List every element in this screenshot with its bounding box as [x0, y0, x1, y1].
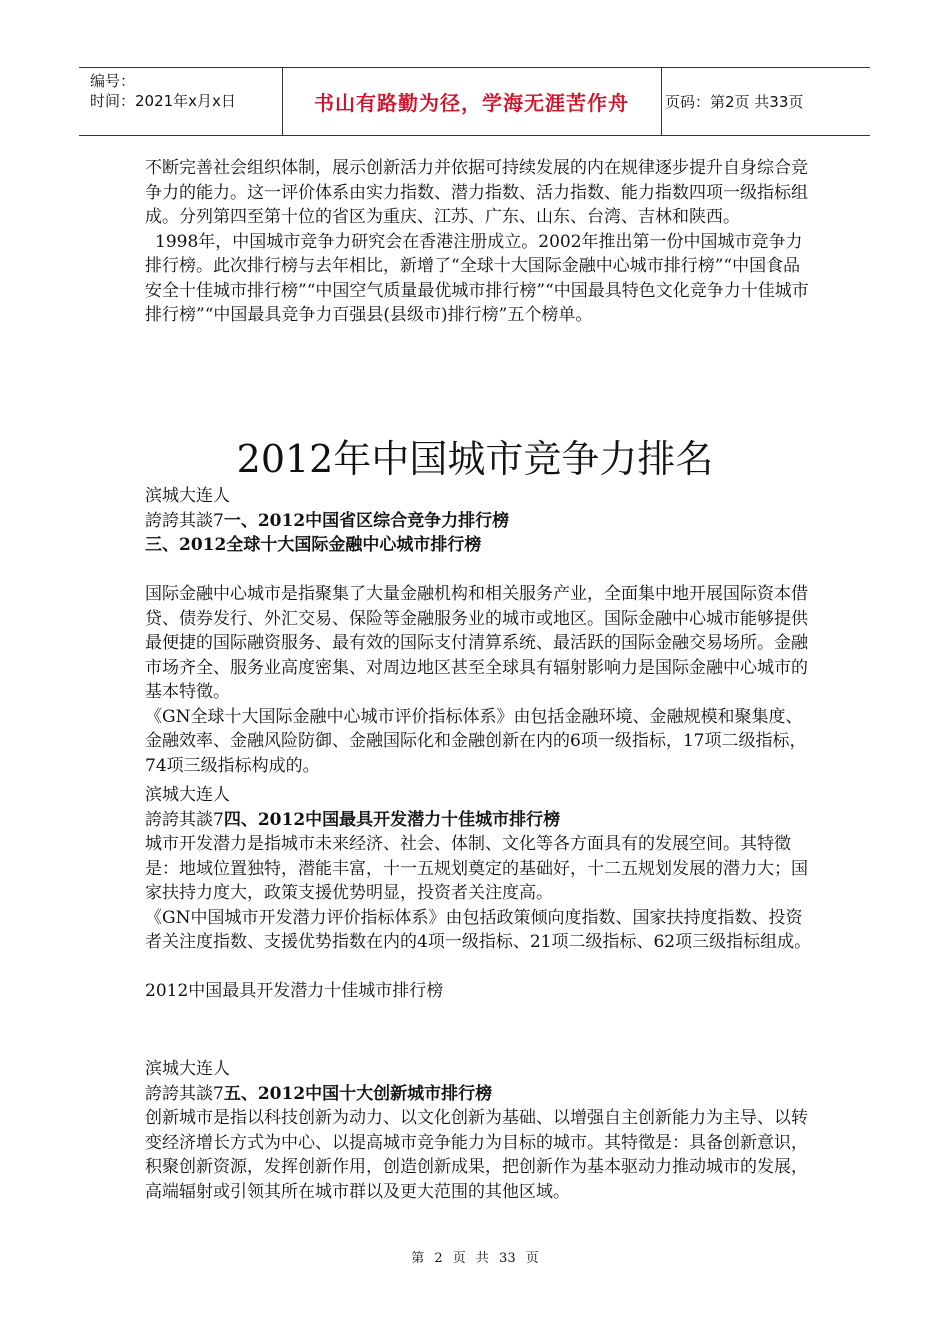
author-line: 滨城大连人 [145, 1059, 230, 1079]
potential-paragraph-2: 《GN中国城市开发潜力评价指标体系》由包括政策倾向度指数、国家扶持度指数、投资者关注度指数、支援优势指数在内的4项一级指标、21项二级指标、62项三级指标组成。 [145, 907, 812, 952]
author-line: 滨城大连人 [145, 785, 230, 805]
blank-line [145, 955, 815, 980]
intro-paragraph-2: 1998年，中国城市竞争力研究会在香港注册成立。2002年推出第一份中国城市竞争力排行榜。此次排行榜与去年相比，新增了“全球十大国际金融中心城市排行榜”“中国食品安全十佳城市排行榜”“中国空气质量最优城市排行榜”“中国最具特色文化竞争力十佳城市排行榜”“中国最具竞争力百强县(县级市)排行榜”五个榜单。 [145, 231, 809, 325]
heading-line [145, 1082, 815, 1107]
heading-financial-centers: 三、2012全球十大国际金融中心城市排行榜 [145, 535, 482, 555]
table-caption: 2012中国最具开发潜力十佳城市排行榜 [145, 981, 444, 1001]
header-meta [90, 71, 236, 111]
blank-line [145, 558, 815, 583]
author-line: 滨城大连人 [145, 486, 230, 506]
header-date-label: 时间：2021年x月x日 [90, 92, 236, 110]
header-divider-right [661, 67, 662, 136]
heading-prefix: 誇誇其談7 [145, 510, 224, 531]
page-footer: 第 2 页 共 33 页 [411, 1251, 539, 1266]
potential-paragraph-1: 城市开发潜力是指城市未来经济、社会、体制、文化等各方面具有的发展空间。其特徵是：地域位置独特，潜能丰富，十一五规划奠定的基础好，十二五规划发展的潜力大；国家扶持力度大，政策支援优势明显，投资者关注度高。 [145, 834, 808, 903]
financial-paragraph-1: 国际金融中心城市是指聚集了大量金融机构和相关服务产业，全面集中地开展国际资本借贷、债券发行、外汇交易、保险等金融服务业的城市或地区。国际金融中心城市能够提供最便捷的国际融资服务、最有效的国际支付清算系统、最活跃的国际金融交易场所。金融市场齐全、服务业高度密集、对周边地区甚至全球具有辐射影响力是国际金融中心城市的基本特徵。 [145, 584, 808, 702]
financial-paragraph-2: 《GN全球十大国际金融中心城市评价指标体系》由包括金融环境、金融规模和聚集度、金融效率、金融风险防御、金融国际化和金融创新在内的6项一级指标，17项二级指标，74项三级指标构成的。 [145, 706, 807, 776]
heading-prefix: 誇誇其談7 [145, 1083, 224, 1104]
header-code-label: 编号： [90, 72, 136, 90]
header-bottom-rule [79, 135, 870, 136]
header-motto: 书山有路勤为径，学海无涯苦作舟 [314, 90, 629, 115]
heading-province-ranking: 一、2012中国省区综合竞争力排行榜 [223, 510, 510, 531]
heading-innovation-cities: 五、2012中国十大创新城市排行榜 [223, 1083, 493, 1104]
intro-paragraph-1: 不断完善社会组织体制，展示创新活力并依据可持续发展的内在规律逐步提升自身综合竞争力的能力。这一评价体系由实力指数、潜力指数、活力指数、能力指数四项一级指标组成。分列第四至第十位的省区为重庆、江苏、广东、山东、台湾、吉林和陕西。 [145, 158, 808, 227]
section-innovation-cities [145, 1057, 815, 1204]
page-header [79, 67, 870, 135]
intro-section [145, 156, 810, 328]
innovation-paragraph-1: 创新城市是指以科技创新为动力、以文化创新为基础、以增强自主创新能力为主导、以转变经济增长方式为中心、以提高城市竞争能力为目标的城市。其特徵是：具备创新意识，积聚创新资源，发挥创新作用，创造创新成果，把创新作为基本驱动力推动城市的发展，高端辐射或引领其所在城市群以及更大范围的其他区域。 [145, 1108, 808, 1202]
heading-prefix: 誇誇其談7 [145, 809, 224, 830]
main-title: 2012年中国城市竞争力排名 [236, 437, 714, 481]
heading-line [145, 808, 815, 833]
section-financial-centers [145, 484, 815, 778]
heading-development-potential: 四、2012中国最具开发潜力十佳城市排行榜 [223, 809, 561, 830]
heading-line-1 [145, 509, 815, 534]
header-page-label: 页码：第2页 共33页 [665, 92, 804, 111]
section-development-potential [145, 783, 815, 1004]
